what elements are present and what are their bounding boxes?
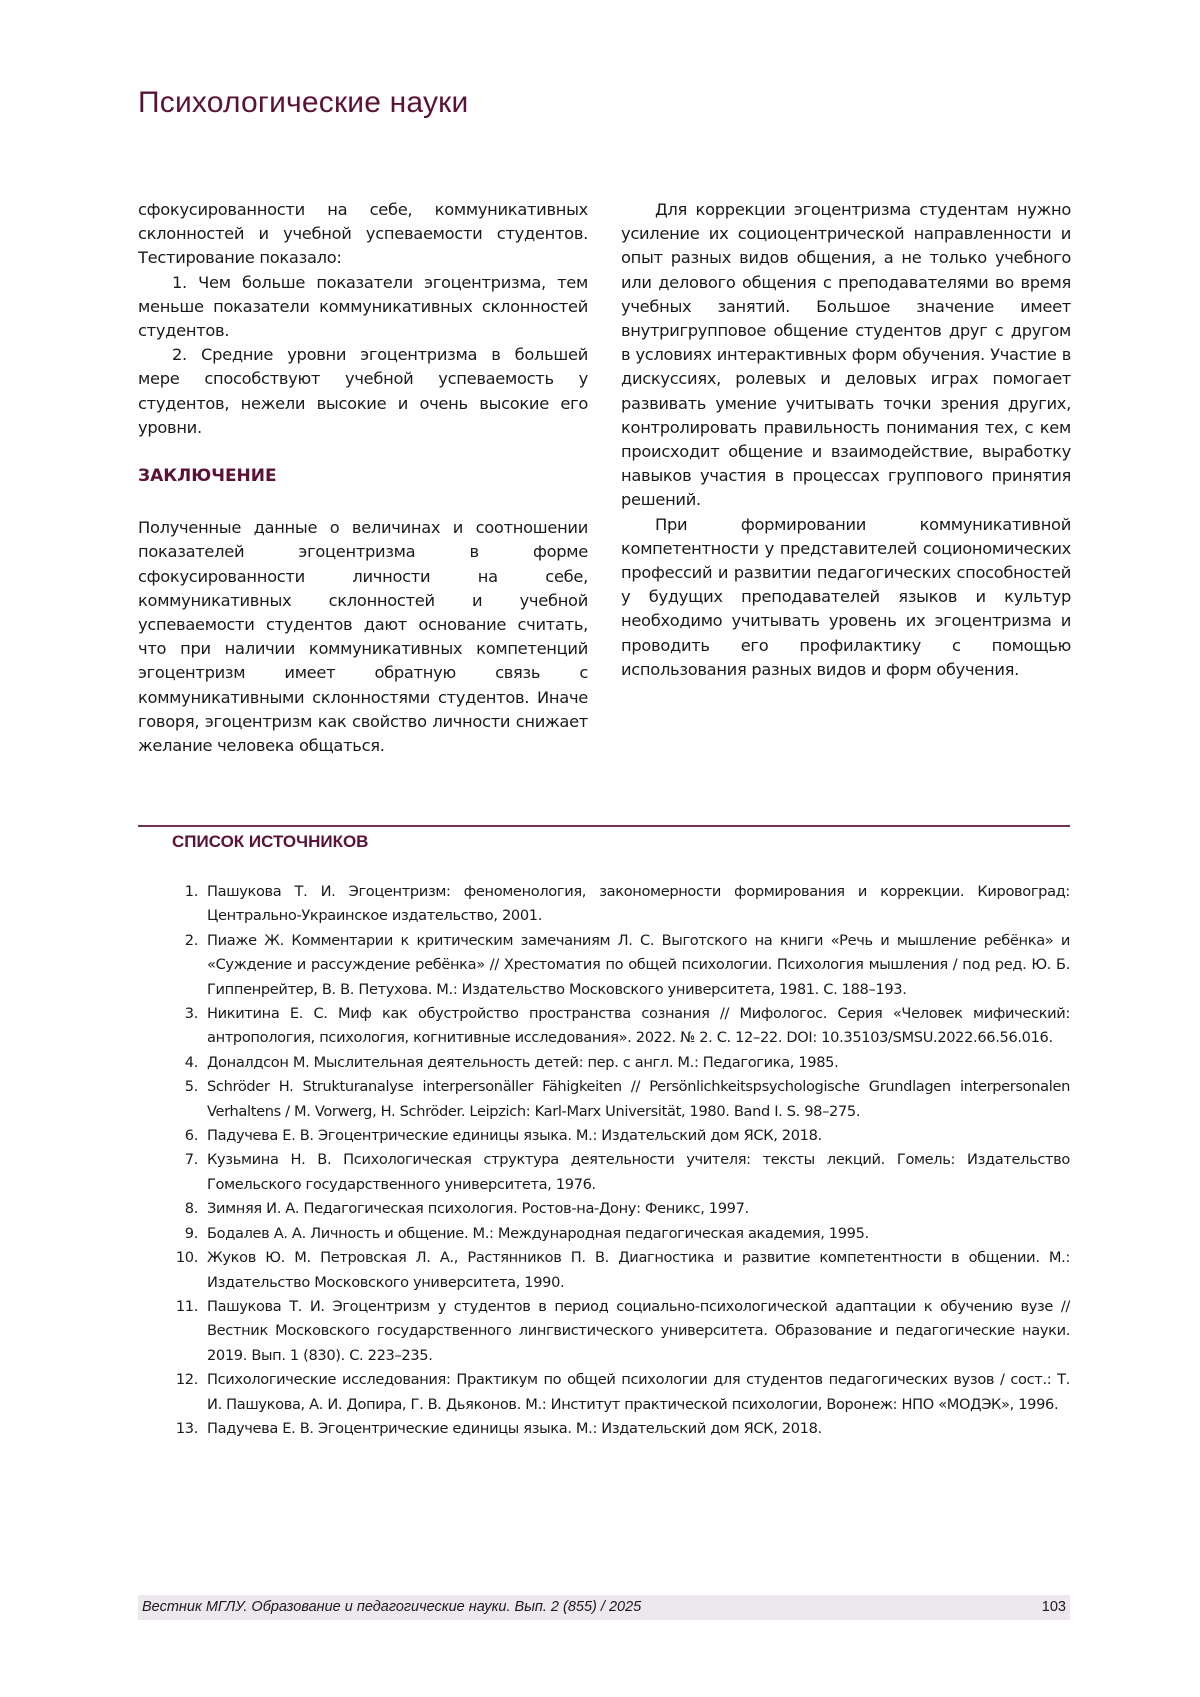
reference-text: Падучева Е. В. Эгоцентрические единицы языка. М.: Издательский дом ЯСК, 2018. — [207, 1420, 822, 1437]
reference-text: Жуков Ю. М. Петровская Л. А., Растянников П. В. Диагностика и развитие компетентности в общении. М.: Издательство Московского университета, 1990. — [207, 1249, 1070, 1290]
reference-text: Пашукова Т. И. Эгоцентризм у студентов в период социально-психологической адаптации к обучению вузе // Вестник Московского государственного лингвистического университета. Образование и педагогические науки. 2019. Вып. 1 (830). С. 223–235. — [207, 1298, 1070, 1364]
page-footer — [138, 1595, 1070, 1620]
reference-number: 6. — [172, 1124, 198, 1148]
reference-text: Пиаже Ж. Комментарии к критическим замечаниям Л. С. Выготского на книги «Речь и мышление ребёнка» и «Суждение и рассуждение ребёнка» // Хрестоматия по общей психологии. Психология мышления / под ред. Ю. Б. Гиппенрейтер, В. В. Петухова. М.: Издательство Московского университета, 1981. С. 188–193. — [207, 932, 1070, 998]
reference-number: 7. — [172, 1148, 198, 1172]
reference-item — [172, 1148, 1070, 1197]
conclusion-heading: ЗАКЛЮЧЕНИЕ — [138, 464, 588, 488]
reference-number: 8. — [172, 1197, 198, 1221]
reference-number: 2. — [172, 929, 198, 953]
reference-number: 10. — [172, 1246, 198, 1270]
reference-item — [172, 1368, 1070, 1417]
reference-item — [172, 1002, 1070, 1051]
section-divider — [138, 825, 1070, 827]
reference-text: Пашукова Т. И. Эгоцентризм: феноменология, закономерности формирования и коррекции. Кировоград: Центрально-Украинское издательство, 2001. — [207, 883, 1070, 924]
reference-text: Психологические исследования: Практикум по общей психологии для студентов педагогических вузов / сост.: Т. И. Пашукова, А. И. Допира, Г. В. Дьяконов. М.: Институт практической психологии, Воронеж: НПО «МОДЭК», 1996. — [207, 1371, 1070, 1412]
reference-number: 9. — [172, 1222, 198, 1246]
reference-item — [172, 1124, 1070, 1148]
reference-number: 13. — [172, 1417, 198, 1441]
references-heading: СПИСОК ИСТОЧНИКОВ — [172, 832, 368, 852]
reference-number: 5. — [172, 1075, 198, 1099]
reference-number: 11. — [172, 1295, 198, 1319]
reference-text: Schröder H. Strukturanalyse interpersonäller Fähigkeiten // Persönlichkeitspsychologische Grundlagen interpersonalen Verhaltens / M. Vorwerg, H. Schröder. Leipzich: Karl-Marx Universität, 1980. Band I. S. 98–275. — [207, 1078, 1070, 1119]
page-number: 103 — [1042, 1595, 1066, 1620]
section-title: Психологические науки — [138, 86, 468, 120]
list-item: 2. Средние уровни эгоцентризма в большей мере способствуют учебной успеваемость у студентов, нежели высокие и очень высокие его уровни. — [138, 343, 588, 440]
journal-title: Вестник МГЛУ. Образование и педагогические науки. Вып. 2 (855) / 2025 — [142, 1595, 641, 1620]
reference-item — [172, 1246, 1070, 1295]
paragraph: сфокусированности на себе, коммуникативных склонностей и учебной успеваемости студентов. Тестирование показало: — [138, 198, 588, 271]
reference-text: Никитина Е. С. Миф как обустройство пространства сознания // Мифологос. Серия «Человек мифический: антропология, психология, когнитивные исследования». 2022. № 2. С. 12–22. DOI: 10.35103/SMSU.2022.66.56.016. — [207, 1005, 1070, 1046]
reference-item — [172, 1295, 1070, 1368]
reference-number: 3. — [172, 1002, 198, 1026]
reference-number: 12. — [172, 1368, 198, 1392]
right-column — [621, 198, 1071, 682]
reference-item — [172, 880, 1070, 929]
reference-text: Доналдсон М. Мыслительная деятельность детей: пер. с англ. М.: Педагогика, 1985. — [207, 1054, 838, 1071]
reference-item — [172, 1197, 1070, 1221]
reference-item — [172, 929, 1070, 1002]
reference-text: Кузьмина Н. В. Психологическая структура деятельности учителя: тексты лекций. Гомель: Издательство Гомельского государственного университета, 1976. — [207, 1151, 1070, 1192]
list-item: 1. Чем больше показатели эгоцентризма, тем меньше показатели коммуникативных склонностей студентов. — [138, 271, 588, 344]
reference-number: 1. — [172, 880, 198, 904]
paragraph: Для коррекции эгоцентризма студентам нужно усиление их социоцентрической направленности и опыт разных видов общения, а не только учебного или делового общения с преподавателями во время учебных занятий. Большое значение имеет внутригрупповое общение студентов друг с другом в условиях интерактивных форм обучения. Участие в дискуссиях, ролевых и деловых играх помогает развивать умение учитывать точки зрения других, контролировать правильность понимания тех, с кем происходит общение и взаимодействие, выработку навыков участия в процессах группового принятия решений. — [621, 198, 1071, 513]
reference-item — [172, 1075, 1070, 1124]
paragraph: При формировании коммуникативной компетентности у представителей социономических профессий и развитии педагогических способностей у будущих преподавателей языков и культур необходимо учитывать уровень их эгоцентризма и проводить его профилактику с помощью использования разных видов и форм обучения. — [621, 513, 1071, 682]
left-column — [138, 198, 588, 758]
references-list — [172, 880, 1070, 1441]
reference-text: Бодалев А. А. Личность и общение. М.: Международная педагогическая академия, 1995. — [207, 1225, 869, 1242]
reference-item — [172, 1222, 1070, 1246]
reference-text: Падучева Е. В. Эгоцентрические единицы языка. М.: Издательский дом ЯСК, 2018. — [207, 1127, 822, 1144]
reference-number: 4. — [172, 1051, 198, 1075]
reference-item — [172, 1051, 1070, 1075]
paragraph: Полученные данные о величинах и соотношении показателей эгоцентризма в форме сфокусированности личности на себе, коммуникативных склонностей и учебной успеваемости студентов дают основание считать, что при наличии коммуникативных компетенций эгоцентризм имеет обратную связь с коммуникативными склонностями студентов. Иначе говоря, эгоцентризм как свойство личности снижает желание человека общаться. — [138, 516, 588, 758]
reference-item — [172, 1417, 1070, 1441]
reference-text: Зимняя И. А. Педагогическая психология. Ростов-на-Дону: Феникс, 1997. — [207, 1200, 749, 1217]
